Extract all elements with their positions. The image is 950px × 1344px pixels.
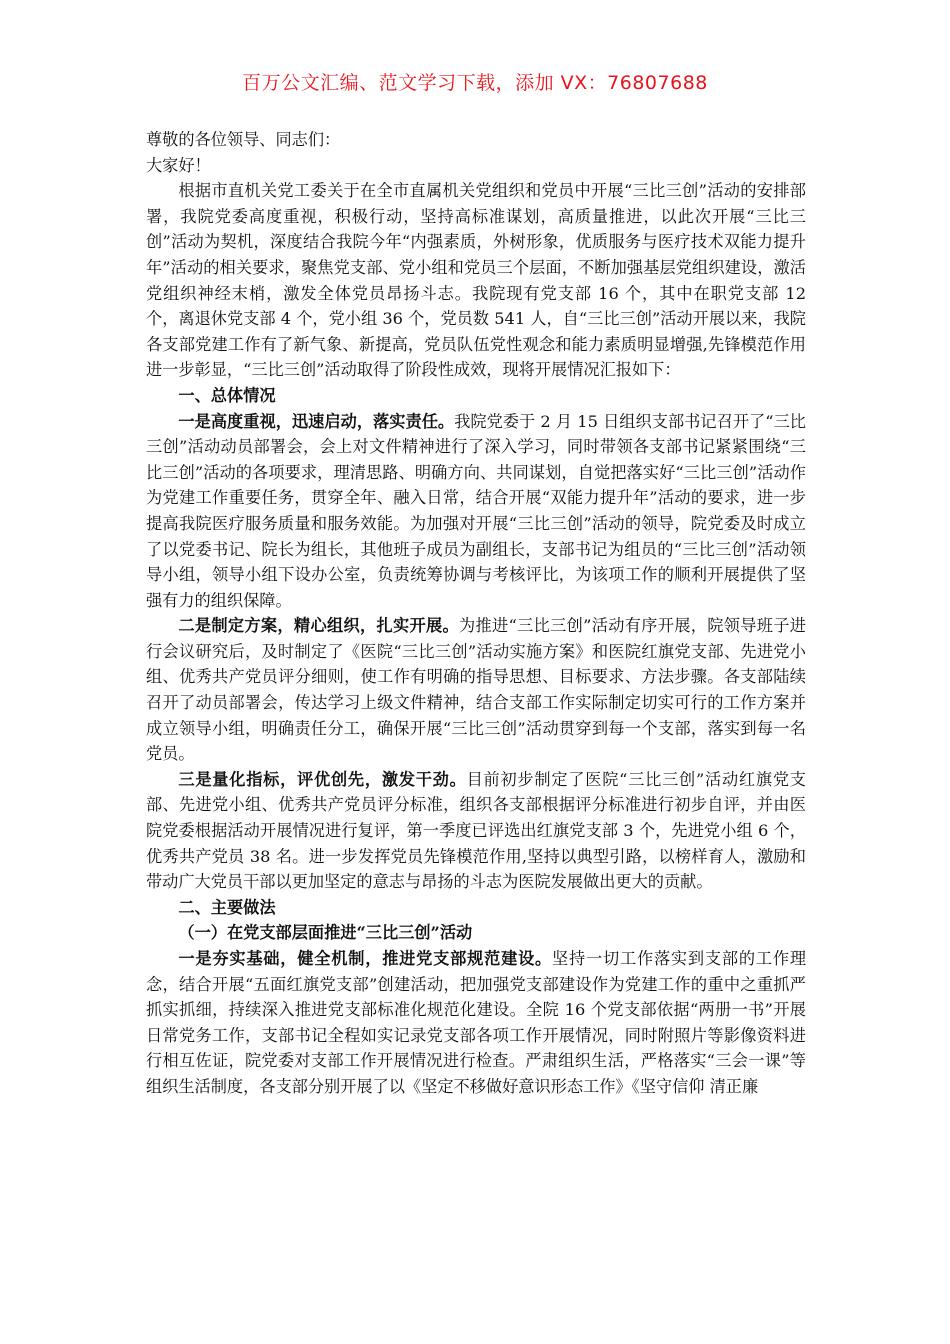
paragraph-point-1 (146, 409, 806, 614)
paragraph-point-2 (146, 613, 806, 767)
section-heading-overview: 一、总体情况 (178, 385, 276, 405)
section-heading-practices: 二、主要做法 (178, 897, 276, 917)
salutation: 尊敬的各位领导、同志们： (146, 130, 341, 149)
watermark-banner: 百万公文汇编、范文学习下载，添加 VX：76807688 (242, 72, 708, 94)
paragraph-point-4 (146, 946, 806, 1100)
intro-paragraph: 根据市直机关党工委关于在全市直属机关党组织和党员中开展“三比三创”活动的安排部署，我院党委高度重视，积极行动，坚持高标准谋划，高质量推进，以此次开展“三比三创”活动为契机，深度结合我院今年“内强素质，外树形象，优质服务与医疗技术双能力提升年”活动的相关要求，聚焦党支部、党小组和党员三个层面，不断加强基层党组织建设，激活党组织神经末梢，激发全体党员昂扬斗志。我院现有党支部 16 个，其中在职党支部 12 个，离退休党支部 4 个，党小组 36 个，党员数 541 人，自“三比三创”活动开展以来，我院各支部党建工作有了新气象、新提高，党员队伍党性观念和能力素质明显增强,先锋模范作用进一步彰显，“三比三创”活动取得了阶段性成效，现将开展情况汇报如下： (146, 181, 806, 380)
paragraph-point-3 (146, 767, 806, 895)
paragraph-lead: 三是量化指标，评优创先，激发干劲。 (178, 769, 467, 789)
paragraph-body: 我院党委于 2 月 15 日组织支部书记召开了“三比三创”活动动员部署会，会上对文件精神进行了深入学习，同时带领各支部书记紧紧围绕“三比三创”活动的各项要求，理清思路、明确方向、共同谋划，自觉把落实好“三比三创”活动作为党建工作重要任务，贯穿全年、融入日常，结合开展“双能力提升年”活动的要求，进一步提高我院医疗服务质量和服务效能。为加强对开展“三比三创”活动的领导，院党委及时成立了以党委书记、院长为组长，其他班子成员为副组长，支部书记为组员的“三比三创”活动领导小组，领导小组下设办公室，负责统筹协调与考核评比，为该项工作的顺利开展提供了坚强有力的组织保障。 (146, 411, 806, 610)
paragraph-body: 为推进“三比三创”活动有序开展，院领导班子进行会议研究后，及时制定了《医院“三比三创”活动实施方案》和医院红旗党支部、先进党小组、优秀共产党员评分细则，使工作有明确的指导思想、目标要求、方法步骤。各支部陆续召开了动员部署会，传达学习上级文件精神，结合支部工作实际制定切实可行的工作方案并成立领导小组，明确责任分工，确保开展“三比三创”活动贯穿到每一个支部，落实到每一名党员。 (146, 616, 806, 764)
document-body (146, 127, 806, 1100)
subsection-heading-branch: （一）在党支部层面推进“三比三创”活动 (178, 923, 473, 943)
paragraph-lead: 一是夯实基础，健全机制，推进党支部规范建设。 (178, 949, 553, 968)
paragraph-body: 坚持一切工作落实到支部的工作理念，结合开展“五面红旗党支部”创建活动，把加强党支部建设作为党建工作的重中之重抓严抓实抓细，持续深入推进党支部标准化规范化建设。全院 16 个党支部依据“两册一书”开展日常党务工作，支部书记全程如实记录党支部各项工作开展情况，同时附照片等影像资料进行相互佐证，院党委对支部工作开展情况进行检查。严肃组织生活，严格落实“三会一课”等组织生活制度，各支部分别开展了以《坚定不移做好意识形态工作》《坚守信仰 清正廉 (146, 949, 807, 1096)
paragraph-lead: 一是高度重视，迅速启动，落实责任。 (178, 411, 455, 431)
paragraph-lead: 二是制定方案，精心组织，扎实开展。 (178, 616, 459, 636)
greeting: 大家好！ (146, 155, 211, 175)
paragraph-body: 目前初步制定了医院“三比三创”活动红旗党支部、先进党小组、优秀共产党员评分标准，组织各支部根据评分标准进行初步自评，并由医院党委根据活动开展情况进行复评，第一季度已评选出红旗党支部 3 个，先进党小组 6 个，优秀共产党员 38 名。进一步发挥党员先锋模范作用,坚持以典型引路，以榜样育人，激励和带动广大党员干部以更加坚定的意志与昂扬的斗志为医院发展做出更大的贡献。 (146, 769, 806, 892)
